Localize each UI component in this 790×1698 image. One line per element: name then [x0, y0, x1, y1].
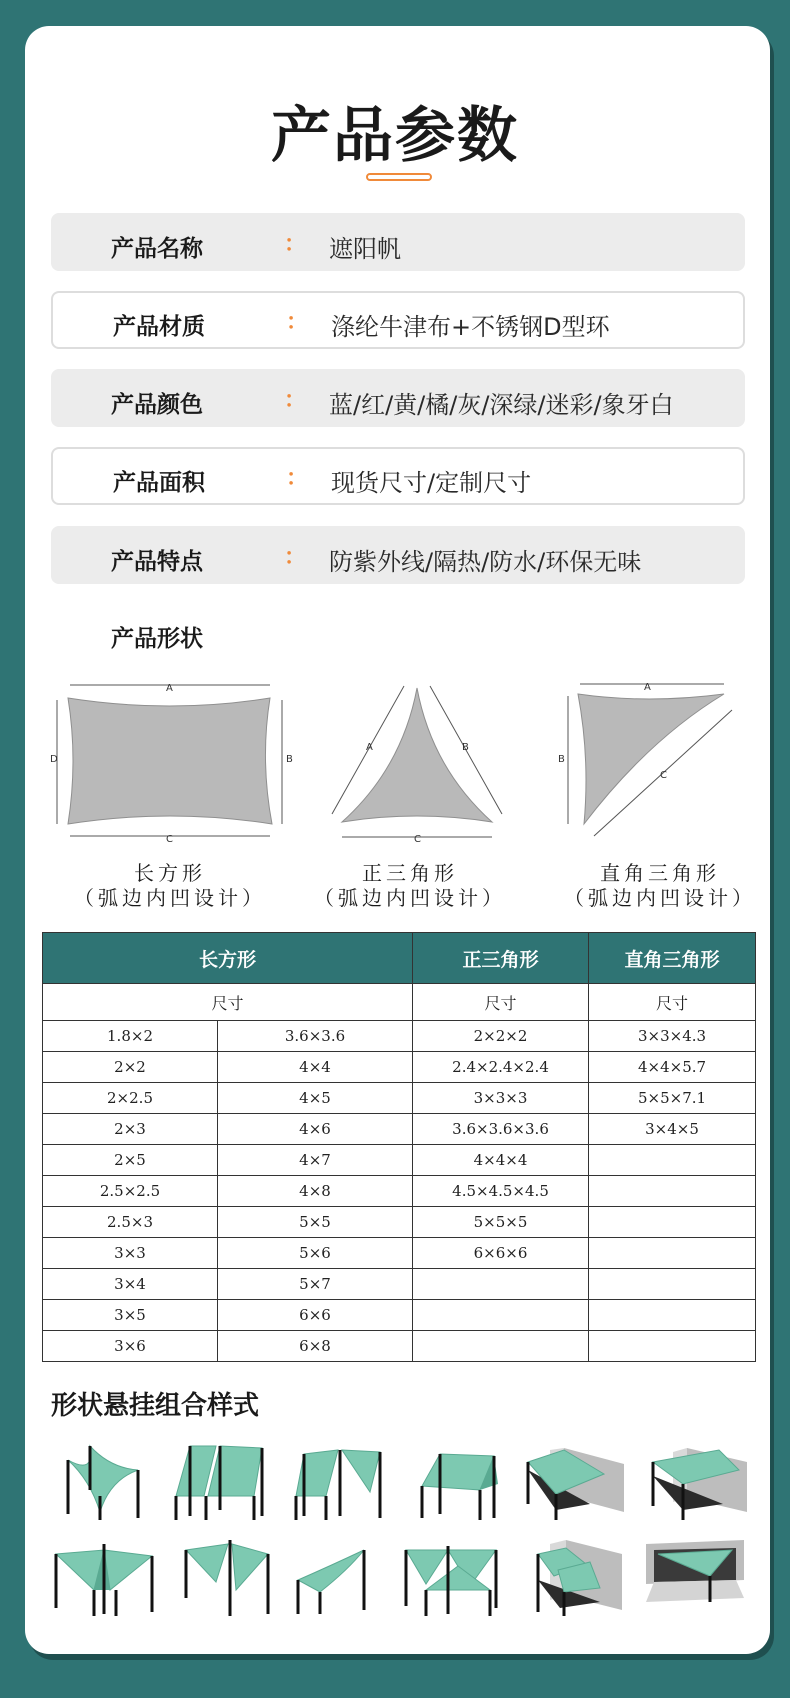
- edge-label-a: A: [166, 683, 173, 694]
- unit-cell: 尺寸: [413, 984, 589, 1021]
- combo-illustration-11: [530, 1536, 630, 1616]
- table-row: [43, 1145, 756, 1176]
- size-cell-equilateral: 6×6×6: [413, 1238, 589, 1269]
- header-right-triangle: 直角三角形: [589, 933, 756, 984]
- edge-label-b: B: [462, 742, 469, 753]
- edge-label-a: A: [644, 682, 651, 693]
- edge-label-d: D: [50, 754, 58, 765]
- combo-illustration-4: [410, 1440, 510, 1520]
- size-cell-equilateral: 5×5×5: [413, 1207, 589, 1238]
- param-colon: ：: [286, 466, 309, 491]
- rectangle-shape-diagram: [50, 678, 293, 848]
- param-value: 防紫外线/隔热/防水/环保无味: [329, 548, 642, 576]
- combos-heading: 形状悬挂组合样式: [51, 1391, 260, 1421]
- size-cell-right-triangle: 5×5×7.1: [589, 1083, 756, 1114]
- size-cell-equilateral: [413, 1331, 589, 1362]
- unit-cell: 尺寸: [43, 984, 413, 1021]
- size-cell-rectangle: 3×6: [43, 1331, 218, 1362]
- size-cell-rectangle: 2×5: [43, 1145, 218, 1176]
- param-label: 产品面积: [113, 470, 205, 496]
- size-cell-equilateral: 2.4×2.4×2.4: [413, 1052, 589, 1083]
- size-cell-rectangle: 5×6: [218, 1238, 413, 1269]
- param-label: 产品材质: [113, 314, 205, 340]
- table-row: [43, 1269, 756, 1300]
- size-cell-rectangle: 2.5×2.5: [43, 1176, 218, 1207]
- size-cell-right-triangle: [589, 1207, 756, 1238]
- shape-note-right: （弧边内凹设计）: [564, 886, 756, 910]
- size-cell-rectangle: 4×6: [218, 1114, 413, 1145]
- shape-name-equilateral: 正三角形: [362, 861, 458, 885]
- size-cell-equilateral: 4×4×4: [413, 1145, 589, 1176]
- param-row-material: [51, 291, 745, 349]
- param-value: 涤纶牛津布+不锈钢D型环: [331, 313, 610, 341]
- size-cell-rectangle: 5×7: [218, 1269, 413, 1300]
- param-colon: ：: [284, 545, 307, 570]
- param-row-area: [51, 447, 745, 505]
- size-cell-rectangle: 6×8: [218, 1331, 413, 1362]
- size-cell-rectangle: 1.8×2: [43, 1021, 218, 1052]
- size-cell-rectangle: 4×4: [218, 1052, 413, 1083]
- size-cell-rectangle: 4×8: [218, 1176, 413, 1207]
- header-rectangle: 长方形: [43, 933, 413, 984]
- shape-name-rectangle: 长方形: [134, 861, 206, 885]
- size-cell-rectangle: 5×5: [218, 1207, 413, 1238]
- size-cell-rectangle: 2×2: [43, 1052, 218, 1083]
- combo-illustration-5: [520, 1440, 630, 1520]
- size-cell-rectangle: 3×3: [43, 1238, 218, 1269]
- size-cell-right-triangle: [589, 1176, 756, 1207]
- param-label: 产品特点: [111, 549, 203, 575]
- equilateral-triangle-diagram: [322, 678, 512, 848]
- combo-illustration-9: [290, 1536, 390, 1616]
- size-cell-rectangle: 2.5×3: [43, 1207, 218, 1238]
- edge-label-c: C: [414, 834, 421, 845]
- combo-illustration-12: [640, 1536, 752, 1616]
- combo-illustration-1: [50, 1440, 150, 1520]
- table-row: [43, 1238, 756, 1269]
- right-triangle-diagram: [558, 678, 748, 848]
- size-cell-equilateral: 3×3×3: [413, 1083, 589, 1114]
- title-underline: [366, 173, 432, 181]
- combo-illustration-10: [400, 1536, 512, 1616]
- edge-label-c: C: [660, 770, 667, 781]
- size-cell-right-triangle: [589, 1300, 756, 1331]
- size-table: [42, 932, 756, 1362]
- param-colon: ：: [284, 388, 307, 413]
- size-cell-rectangle: 4×7: [218, 1145, 413, 1176]
- param-row-color: [51, 369, 745, 427]
- edge-label-a: A: [366, 742, 373, 753]
- combo-illustration-3: [290, 1440, 390, 1520]
- edge-label-b: B: [286, 754, 293, 765]
- table-row: [43, 1083, 756, 1114]
- shape-note-rectangle: （弧边内凹设计）: [74, 886, 266, 910]
- size-cell-rectangle: 6×6: [218, 1300, 413, 1331]
- size-cell-right-triangle: [589, 1145, 756, 1176]
- param-label: 产品颜色: [111, 392, 203, 418]
- param-value: 蓝/红/黄/橘/灰/深绿/迷彩/象牙白: [329, 391, 674, 419]
- param-row-features: [51, 526, 745, 584]
- combo-illustration-2: [170, 1440, 270, 1520]
- size-cell-rectangle: 3×5: [43, 1300, 218, 1331]
- size-cell-rectangle: 2×2.5: [43, 1083, 218, 1114]
- param-label: 产品名称: [111, 236, 203, 262]
- param-value: 现货尺寸/定制尺寸: [331, 469, 532, 497]
- size-cell-right-triangle: 4×4×5.7: [589, 1052, 756, 1083]
- param-colon: ：: [284, 232, 307, 257]
- size-cell-right-triangle: 3×3×4.3: [589, 1021, 756, 1052]
- table-row: [43, 1207, 756, 1238]
- edge-label-b: B: [558, 754, 565, 765]
- header-equilateral: 正三角形: [413, 933, 589, 984]
- combo-illustration-8: [180, 1536, 280, 1616]
- table-row: [43, 1021, 756, 1052]
- table-row: [43, 1331, 756, 1362]
- param-value: 遮阳帆: [329, 235, 401, 263]
- shapes-heading: 产品形状: [111, 626, 203, 652]
- size-cell-equilateral: [413, 1269, 589, 1300]
- size-cell-right-triangle: 3×4×5: [589, 1114, 756, 1145]
- page-title: 产品参数: [271, 101, 519, 171]
- table-row: [43, 1052, 756, 1083]
- param-colon: ：: [286, 310, 309, 335]
- size-cell-rectangle: 2×3: [43, 1114, 218, 1145]
- size-cell-equilateral: 2×2×2: [413, 1021, 589, 1052]
- size-cell-equilateral: [413, 1300, 589, 1331]
- size-cell-right-triangle: [589, 1331, 756, 1362]
- table-row: [43, 1300, 756, 1331]
- table-row: [43, 1176, 756, 1207]
- edge-label-c: C: [166, 834, 173, 845]
- size-cell-equilateral: 3.6×3.6×3.6: [413, 1114, 589, 1145]
- size-cell-right-triangle: [589, 1238, 756, 1269]
- unit-cell: 尺寸: [589, 984, 756, 1021]
- shape-note-equilateral: （弧边内凹设计）: [314, 886, 506, 910]
- size-cell-equilateral: 4.5×4.5×4.5: [413, 1176, 589, 1207]
- size-cell-rectangle: 3×4: [43, 1269, 218, 1300]
- size-cell-rectangle: 3.6×3.6: [218, 1021, 413, 1052]
- table-row: [43, 1114, 756, 1145]
- shape-name-right: 直角三角形: [600, 861, 720, 885]
- combo-illustration-7: [50, 1536, 160, 1616]
- size-cell-rectangle: 4×5: [218, 1083, 413, 1114]
- combo-illustration-6: [643, 1440, 753, 1520]
- size-cell-right-triangle: [589, 1269, 756, 1300]
- param-row-name: [51, 213, 745, 271]
